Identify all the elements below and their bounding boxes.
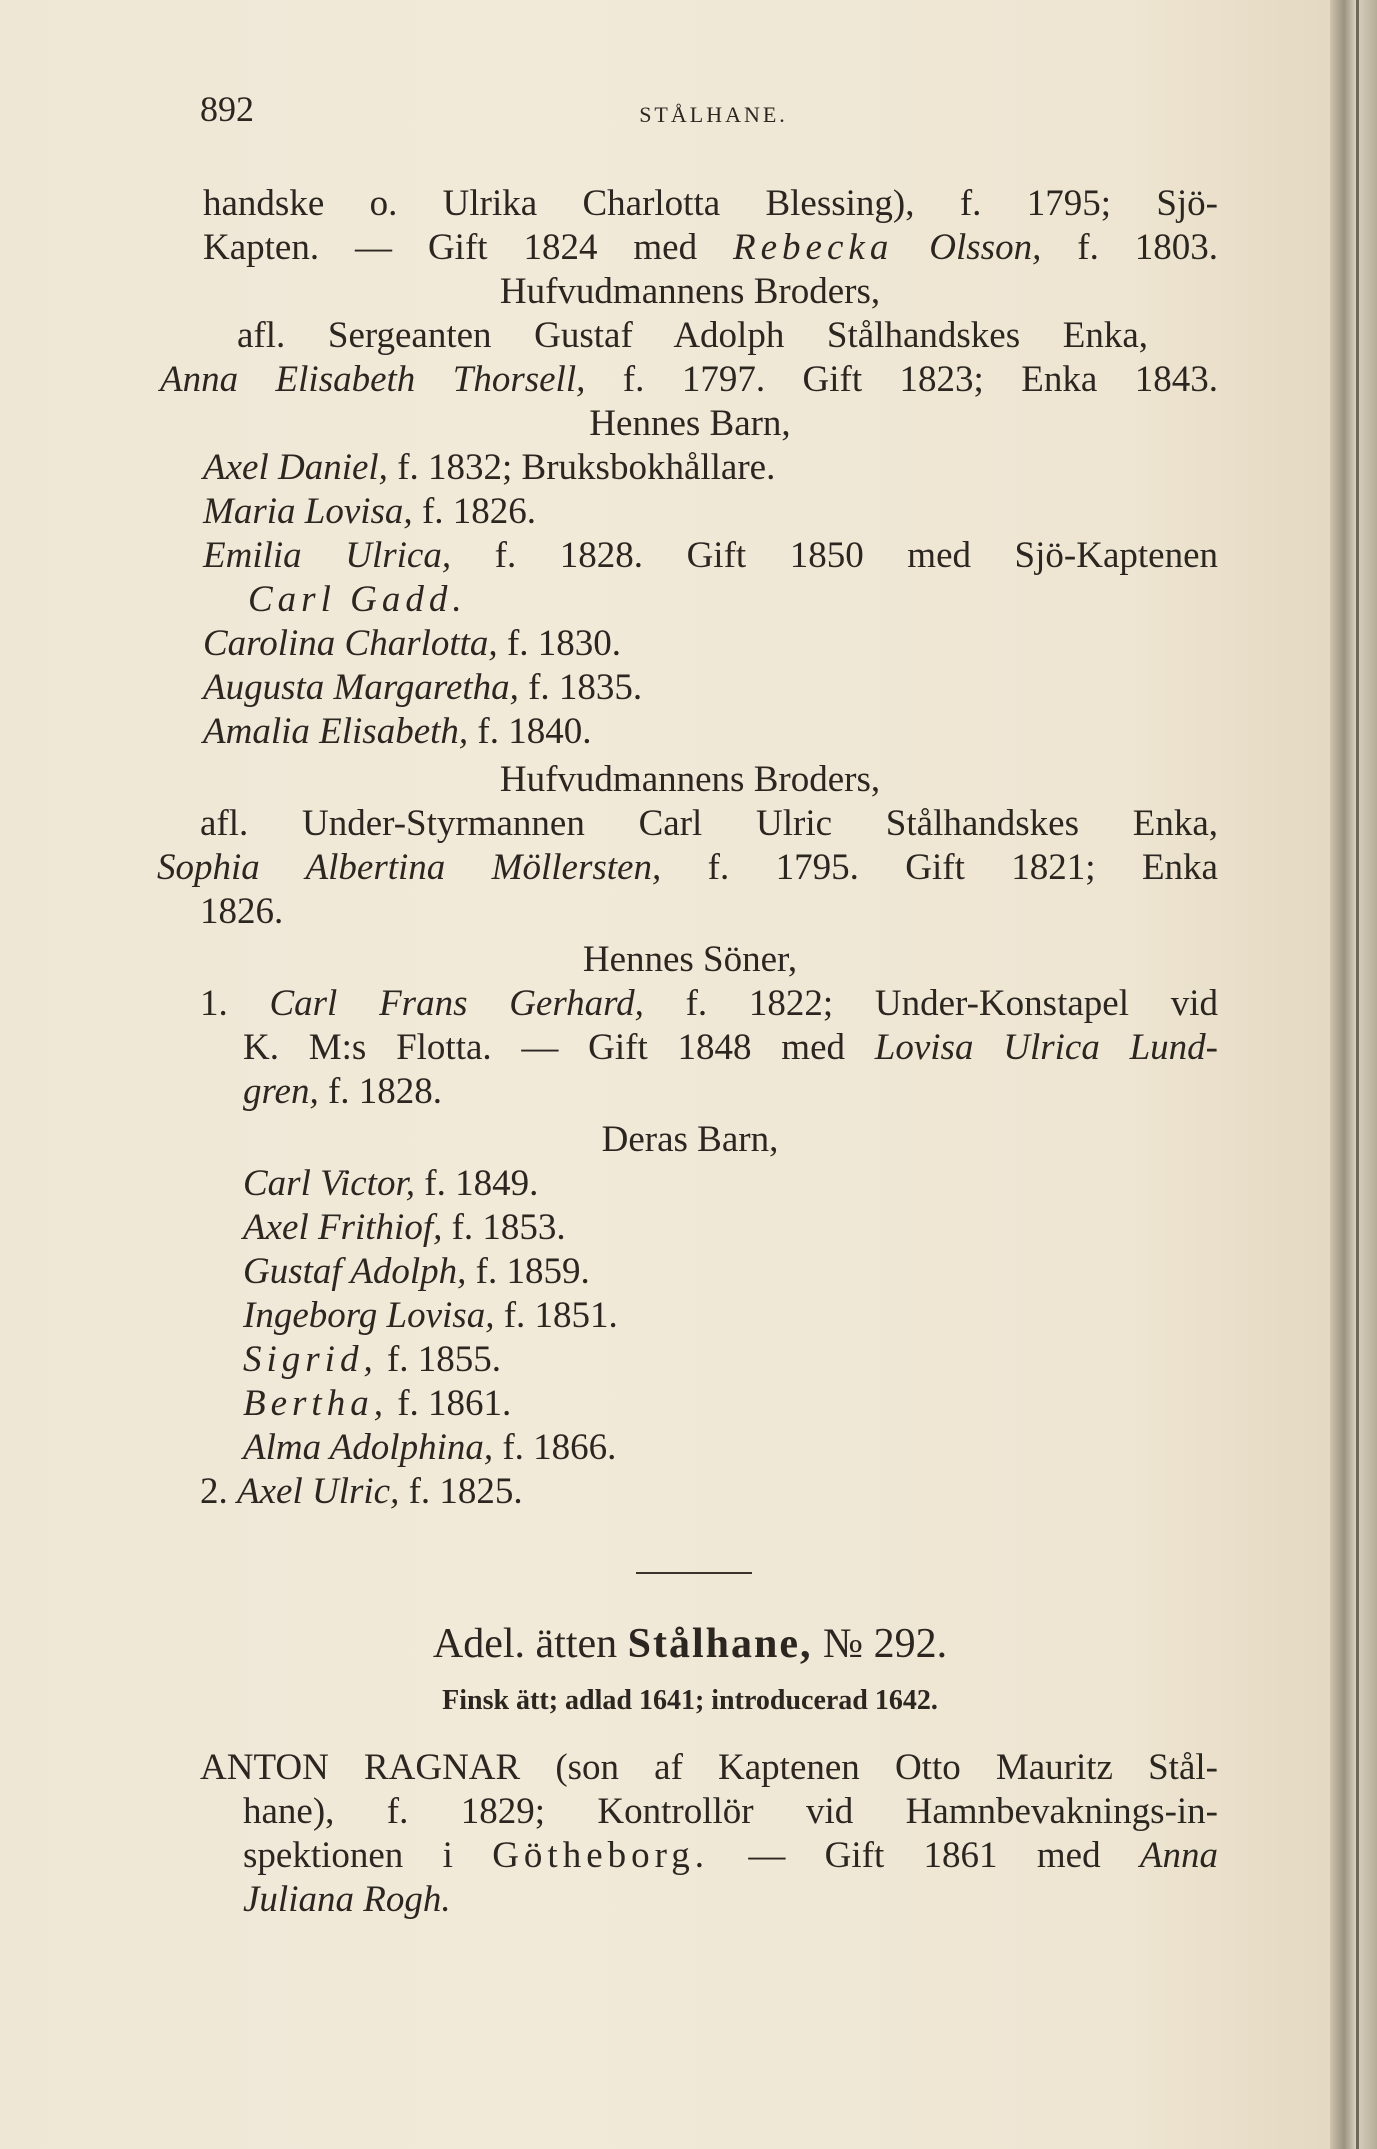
text-line <box>248 578 467 622</box>
name-italic: Alma Adolphina, <box>243 1427 494 1468</box>
text-line: ANTON RAGNAR (son af Kaptenen Otto Mauritz Stål- <box>200 1747 1218 1788</box>
text-span: f. 1853. <box>442 1207 566 1248</box>
text-span: f. 1835. <box>518 667 643 708</box>
name-italic: Gustaf Adolph, <box>243 1251 467 1292</box>
text-line <box>243 1070 442 1114</box>
text-span: spektionen i <box>243 1835 493 1876</box>
text-line <box>243 1162 538 1206</box>
text-line <box>203 490 536 534</box>
name-italic: Anna <box>1139 1835 1218 1876</box>
text-line <box>203 446 775 490</box>
text-span: f. 1825. <box>399 1471 523 1512</box>
name-italic: Carl Frans Gerhard, <box>269 983 644 1024</box>
text-span: f. 1822; Under-Konstapel vid <box>643 983 1218 1024</box>
text-span: f. 1828. Gift 1850 med Sjö-Kaptenen <box>451 535 1218 576</box>
name-italic: Lovisa Ulrica Lund- <box>874 1027 1218 1068</box>
text-line <box>243 1834 1218 1878</box>
name-italic: Axel Daniel, <box>203 447 388 488</box>
name-italic: Emilia Ulrica, <box>203 535 452 576</box>
text-span: f. 1866. <box>493 1427 617 1468</box>
text-span: f. 1861. <box>387 1383 512 1424</box>
text-line <box>243 1294 618 1338</box>
name-italic: Sophia Albertina Möllersten, <box>157 847 662 888</box>
name-italic: Carolina Charlotta, <box>203 623 498 664</box>
text-line <box>243 1878 451 1922</box>
text-line <box>243 1338 501 1382</box>
spine-edge <box>1356 0 1359 2149</box>
name-italic: gren, <box>243 1071 319 1112</box>
family-name: Stålhane, <box>627 1621 813 1667</box>
section-heading: Hennes Söner, <box>582 939 798 980</box>
running-title: STÅLHANE. <box>639 102 788 127</box>
text-line <box>200 982 1218 1026</box>
name-italic: Anna Elisabeth Thorsell, <box>160 359 586 400</box>
text-line <box>203 666 642 710</box>
section-heading: Hufvudmannens Broders, <box>499 271 881 312</box>
book-spine <box>1330 0 1377 2149</box>
text-span: f. 1855. <box>377 1339 502 1380</box>
text-span: — Gift 1861 med <box>709 1835 1140 1876</box>
page-number: 892 <box>200 89 254 129</box>
name-italic: Carl Gadd. <box>248 579 467 620</box>
text-span: 1. <box>200 983 270 1024</box>
text-line <box>203 622 621 666</box>
text-line: handske o. Ulrika Charlotta Blessing), f. 1795; Sjö- <box>203 183 1218 224</box>
section-title <box>160 1618 1220 1670</box>
text-span: f. 1830. <box>497 623 622 664</box>
title-span: № 292. <box>812 1621 948 1667</box>
name-italic: Sigrid, <box>243 1339 378 1380</box>
text-span: f. 1849. <box>415 1163 539 1204</box>
section-divider <box>636 1572 752 1574</box>
text-line <box>200 1470 523 1514</box>
text-line: hane), f. 1829; Kontrollör vid Hamnbevaknings-in- <box>243 1791 1218 1832</box>
name-italic: Ingeborg Lovisa, <box>243 1295 495 1336</box>
name-italic: Maria Lovisa, <box>203 491 413 532</box>
text-line: 1826. <box>200 891 284 932</box>
text-span: f. 1797. Gift 1823; Enka 1843. <box>585 359 1218 400</box>
section-heading: Hennes Barn, <box>589 403 791 444</box>
text-line <box>243 1206 566 1250</box>
text-span: f. 1832; Bruksbokhållare. <box>387 447 776 488</box>
text-span: Kapten. — Gift 1824 med <box>203 227 734 268</box>
text-line <box>203 534 1218 578</box>
text-line <box>157 846 1218 890</box>
text-line <box>203 710 591 754</box>
section-heading: Deras Barn, <box>601 1119 779 1160</box>
text-span: 2. <box>200 1471 237 1512</box>
text-line <box>243 1426 616 1470</box>
name-italic: Axel Ulric, <box>237 1471 400 1512</box>
name-italic: Carl Victor, <box>243 1163 415 1204</box>
text-span: f. 1859. <box>466 1251 590 1292</box>
name-italic: Rebecka <box>733 227 894 268</box>
name-italic: Olsson, <box>929 227 1042 268</box>
name-italic: Amalia Elisabeth, <box>203 711 469 752</box>
text-span: K. M:s Flotta. — Gift 1848 med <box>243 1027 875 1068</box>
text-span: f. 1828. <box>318 1071 443 1112</box>
text-line <box>243 1250 590 1294</box>
name-italic: Bertha, <box>243 1383 388 1424</box>
section-heading: Hufvudmannens Broders, <box>499 759 881 800</box>
name-italic: Axel Frithiof, <box>243 1207 443 1248</box>
text-span: f. 1851. <box>494 1295 618 1336</box>
text-line: afl. Sergeanten Gustaf Adolph Stålhandskes Enka, <box>237 315 1148 356</box>
text-span: f. 1795. Gift 1821; Enka <box>661 847 1218 888</box>
title-span: Adel. ätten <box>432 1621 628 1667</box>
text-span: f. 1840. <box>468 711 592 752</box>
place-name: Götheborg. <box>492 1835 710 1876</box>
name-italic: Augusta Margaretha, <box>203 667 519 708</box>
section-subtitle: Finsk ätt; adlad 1641; introducerad 1642. <box>442 1685 938 1716</box>
text-line <box>243 1382 511 1426</box>
page-header <box>200 88 1267 138</box>
name-italic: Juliana Rogh. <box>243 1879 451 1920</box>
text-line <box>160 358 1218 402</box>
text-span: f. 1826. <box>412 491 537 532</box>
text-span: f. 1803. <box>1041 227 1219 268</box>
text-line: afl. Under-Styrmannen Carl Ulric Stålhandskes Enka, <box>200 803 1218 844</box>
text-line <box>243 1026 1218 1070</box>
text-line <box>203 226 1218 270</box>
